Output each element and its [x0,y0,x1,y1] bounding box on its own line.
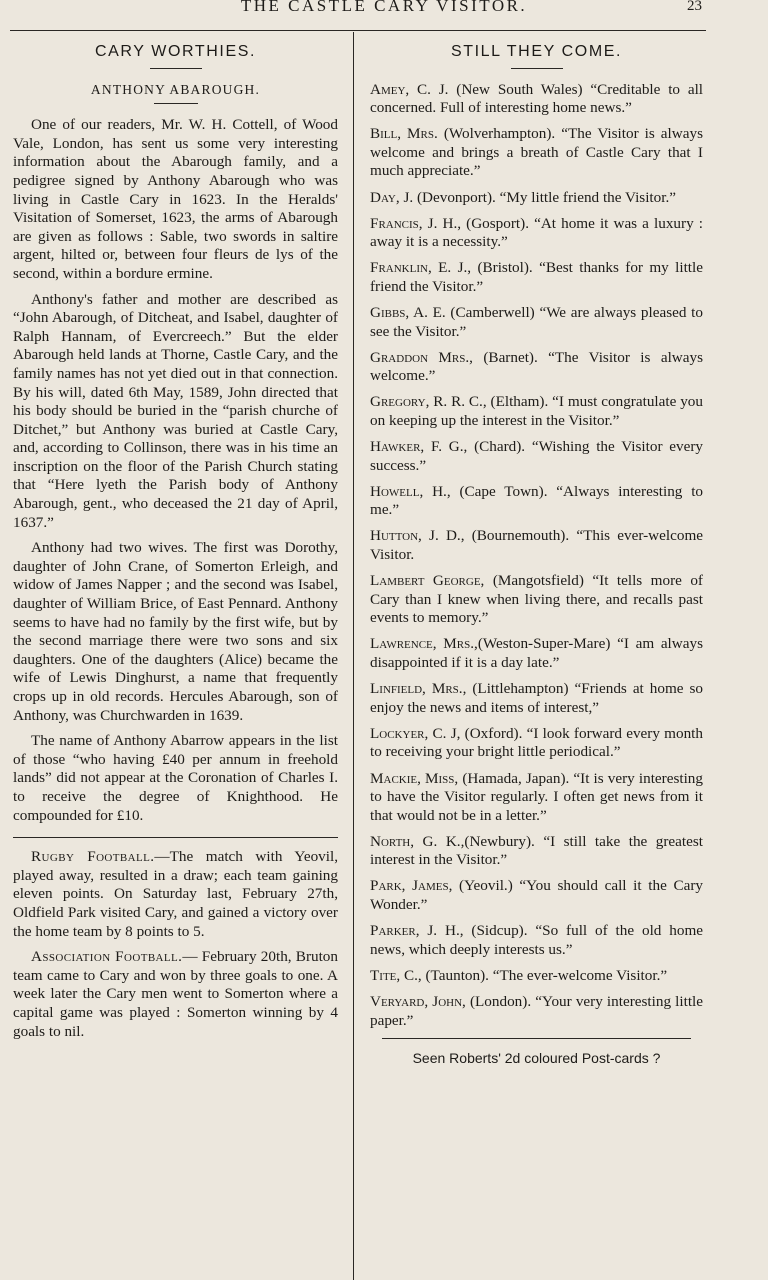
testimonial-entry [370,967,703,986]
testimonial-name: Veryard, John, [370,992,466,1010]
testimonial-text: (Sidcup). “So full of the old home news, which deeply interests us.” [370,922,703,958]
testimonial-entry [370,189,703,208]
testimonial-name: Gibbs, A. E. [370,304,446,322]
testimonial-name: Amey, C. J. [370,80,449,98]
testimonial-entry [370,725,703,762]
testimonial-text: (Gosport). “At home it was a luxury : away it is a necessity.” [370,214,703,251]
testimonial-name: Parker, J. H., [370,922,464,940]
testimonial-entry [370,993,703,1030]
testimonial-text: (Camberwell) “We are always pleased to see the Visitor.” [370,304,703,340]
testimonial-text: (Oxford). “I look forward every month to receiving your bright little periodical.” [370,724,703,761]
testimonial-name: Howell, H., [370,482,451,500]
testimonial-name: Day, J. [370,188,414,206]
testimonial-name: Lockyer, C. J, [370,724,461,742]
testimonial-entry [370,304,703,341]
article-rule [154,103,198,104]
section-title-still-they-come: STILL THEY COME. [450,43,623,60]
footer-advert: Seen Roberts' 2d coloured Post-cards ? [412,1049,661,1066]
testimonial-name: Hawker, F. G., [370,438,468,456]
page-header [0,0,768,20]
sports-text: — February 20th, Bruton team came to Cary and won by three goals to one. A week later the Cary men went to Somerton where a capital game was played : Somerton winning by 4 goals to nil. [13,948,338,1040]
testimonial-text: (Eltham). “I must congratulate you on keeping up the interest in the Visitor.” [370,393,703,429]
testimonial-entry [370,877,703,914]
left-column [13,40,338,1048]
testimonial-entry [370,833,703,870]
sports-text: —The match with Yeovil, played away, resulted in a draw; each team gaining eleven points. On Saturday last, February 27th, Oldfield Park visited Cary, and gained a victory over the home team by 8 points to 5. [13,848,338,940]
header-rule [10,30,706,31]
testimonial-entry [370,922,703,959]
page-number: 23 [687,0,702,14]
testimonial-name: Linfield, Mrs., [370,680,467,698]
testimonial-entry [370,81,703,118]
testimonial-text: (Barnet). “The Visitor is always welcome.” [370,348,704,385]
paragraph: One of our readers, Mr. W. H. Cottell, of Wood Vale, London, has sent us some very interesting information about the Abarough family, and a pedigree signed by Anthony Abarough who was living in Castle Cary in 1623. In the Heralds' Visitation of Somerset, 1623, the arms of Abarough are given as follows : Sable, two swords in saltire argent, hilted or, between four fleurs de lys of the second, within a bordure ermine. [13,116,338,282]
paragraph: Anthony's father and mother are described as “John Abarough, of Ditcheat, and Isabel, daughter of Ralph Hannam, of Evercreech.” But the elder Abarough held lands at Thorne, Castle Cary, and the family names has not yet died out in that connection. By his will, dated 6th May, 1589, John directed that his body should be buried in the “parish churche of Ditchet,” but Anthony was buried at Castle Cary, and, according to Collinson, there was in his time an inscription on the floor of the Parish Church stating that “Here lyeth the Parish body of Anthony Abarough, gent., who deceased the 21 day of April, 1637.” [13,290,338,531]
testimonial-name: North, G. K., [370,832,465,850]
testimonial-name: Tite, C., [370,966,422,984]
testimonial-text: (New South Wales) “Creditable to all concerned. Full of interesting home news.” [370,80,704,117]
testimonial-text: (Littlehampton) “Friends at home so enjoy the news and items of interest,” [370,680,703,716]
testimonial-text: (Hamada, Japan). “It is very interesting to have the Visitor regularly. I often get news from it that would not be in a letter.” [370,769,703,824]
testimonial-name: Graddon Mrs., [370,348,473,366]
section-title-cary-worthies: CARY WORTHIES. [94,43,257,60]
sports-lead: Rugby Football. [31,848,155,866]
testimonial-entry [370,483,703,520]
testimonial-text: (London). “Your very interesting little paper.” [370,992,704,1029]
testimonial-name: Francis, J. H., [370,214,462,232]
testimonial-name: Bill, Mrs. [370,125,438,143]
testimonial-entry [370,572,703,628]
testimonial-name: Lawrence, Mrs., [370,635,478,653]
testimonial-entry [370,259,703,296]
sports-item-association [13,948,338,1041]
testimonial-entry [370,635,703,672]
testimonial-text: (Newbury). “I still take the greatest interest in the Visitor.” [370,832,704,869]
testimonial-text: (Bournemouth). “This ever-welcome Visitor. [370,527,703,564]
testimonial-entry [370,393,703,430]
column-divider [353,32,354,1280]
testimonial-entry [370,215,703,252]
testimonial-name: Hutton, J. D., [370,527,465,545]
sports-lead: Association Football. [31,948,183,966]
testimonial-list [370,81,703,1031]
testimonial-text: (Taunton). “The ever-welcome Visitor.” [421,966,668,984]
section-rule [511,68,563,69]
testimonial-entry [370,438,703,475]
testimonial-text: (Yeovil.) “You should call it the Cary Wonder.” [370,877,703,914]
testimonial-text: (Cape Town). “Always interesting to me.” [370,482,704,519]
testimonial-text: (Devonport). “My little friend the Visitor.” [413,188,676,206]
testimonial-name: Franklin, E. J., [370,259,472,277]
paragraph: Anthony had two wives. The first was Dorothy, daughter of John Crane, of Somerton Erleigh, and widow of James Napper ; and the second was Isabel, daughter of William Brice, of East Pennard. Anthony seems to have had no family by the first wife, but by the second marriage there were two sons and six daughters. One of the daughters (Alice) became the wife of Lewis Dinghurst, a name that frequently crops up in old records. Hercules Abarough, son of Anthony, was Churchwarden in 1639. [13,539,338,724]
footer-rule [382,1038,691,1039]
testimonial-text: (Chard). “Wishing the Visitor every success.” [370,438,703,474]
article-title: ANTHONY ABAROUGH. [90,81,261,97]
testimonial-entry [370,527,703,564]
paragraph: The name of Anthony Abarrow appears in the list of those “who having £40 per annum in freehold lands” did not appear at the Coronation of Charles I. to receive the degree of Knighthood. He compounded for £10. [13,732,338,824]
testimonial-entry [370,770,703,826]
testimonial-entry [370,680,703,717]
testimonial-text: (Weston-Super-Mare) “I am always disappointed if it is a day late.” [370,635,703,672]
testimonial-text: (Wolverhampton). “The Visitor is always welcome and brings a breath of Castle Cary that I much appreciate.” [370,125,703,180]
sports-item-rugby [13,848,338,941]
testimonial-entry [370,349,703,386]
section-rule [150,68,202,69]
testimonial-text: (Mangotsfield) “It tells more of Cary than I knew when living there, and recalls past events to memory.” [370,572,703,627]
testimonial-name: Park, James, [370,877,453,895]
testimonial-name: Gregory, R. R. C., [370,393,487,411]
right-column [370,40,703,1067]
testimonial-name: Mackie, Miss, [370,769,459,787]
testimonial-name: Lambert George, [370,572,485,590]
running-title: THE CASTLE CARY VISITOR. [240,0,528,15]
testimonial-text: (Bristol). “Best thanks for my little friend the Visitor.” [370,259,703,295]
testimonial-entry [370,125,703,181]
section-divider [13,837,338,838]
